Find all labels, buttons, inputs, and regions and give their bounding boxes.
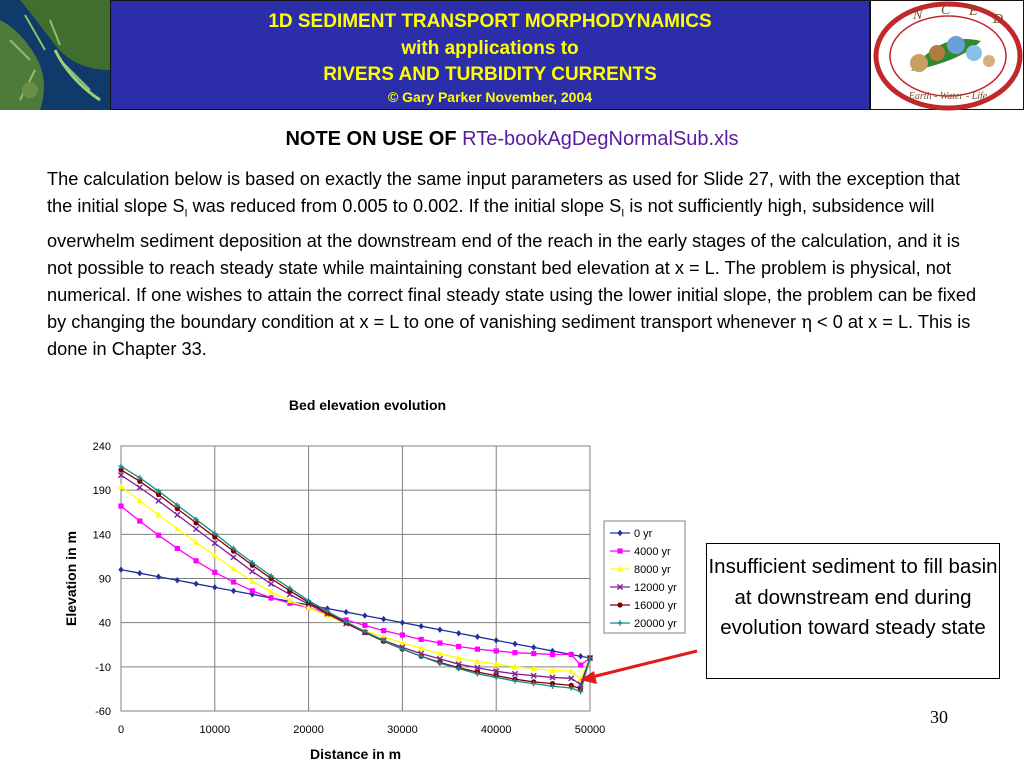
data-point — [212, 570, 217, 575]
data-point — [437, 627, 442, 633]
data-point — [156, 498, 161, 503]
data-point — [475, 634, 480, 640]
data-point — [550, 652, 555, 657]
series-line — [121, 570, 590, 658]
data-point — [137, 518, 142, 523]
para-sub-2: I — [621, 207, 625, 220]
data-point — [193, 526, 198, 531]
data-point — [231, 588, 236, 594]
data-point — [118, 503, 123, 508]
para-part-1: The calculation below is based on exactly the same input parameters as used for Slide 27, with the exception that the initial slope S — [47, 169, 960, 216]
y-tick-label: 240 — [92, 441, 111, 453]
series-line — [121, 506, 590, 665]
data-point — [118, 566, 123, 572]
data-point — [494, 648, 499, 653]
legend-marker — [617, 602, 622, 607]
y-tick-label: -60 — [95, 706, 111, 718]
data-point — [578, 662, 583, 667]
series-line — [121, 470, 590, 689]
logo-letter-n: N — [913, 8, 923, 23]
logo-letter-d: D — [993, 12, 1004, 27]
data-point — [512, 650, 517, 655]
data-point — [175, 512, 180, 517]
legend-label: 12000 yr — [634, 582, 677, 594]
x-tick-label: 20000 — [293, 724, 324, 736]
data-point — [400, 619, 405, 625]
data-point — [400, 632, 405, 637]
x-tick-label: 30000 — [387, 724, 418, 736]
data-point — [362, 612, 367, 618]
data-point — [250, 569, 255, 574]
slide-number: 30 — [930, 707, 948, 727]
data-point — [381, 628, 386, 633]
note-title-label: NOTE ON USE OF — [285, 128, 457, 150]
data-point — [531, 644, 536, 650]
header-copyright: © Gary Parker November, 2004 — [387, 89, 593, 105]
note-title-filename: RTe-bookAgDegNormalSub.xls — [462, 128, 739, 150]
legend-label: 0 yr — [634, 528, 653, 540]
data-point — [419, 623, 424, 629]
para-sub-1: I — [184, 207, 188, 220]
data-point — [137, 485, 142, 490]
legend-label: 20000 yr — [634, 618, 677, 630]
legend-label: 16000 yr — [634, 600, 677, 612]
y-tick-label: -10 — [95, 661, 111, 674]
header-line-1: 1D SEDIMENT TRANSPORT MORPHODYNAMICS — [268, 11, 712, 32]
x-tick-label: 0 — [117, 724, 125, 736]
legend-marker — [617, 548, 622, 553]
data-point — [362, 623, 367, 628]
logo-motto: Earth - Water - Life — [908, 91, 988, 102]
data-point — [569, 652, 574, 657]
series-4000-yr — [118, 503, 592, 667]
data-point — [494, 637, 499, 643]
data-point — [344, 609, 349, 615]
y-tick-label: 190 — [92, 485, 111, 498]
data-point — [193, 581, 198, 587]
callout-arrow — [592, 651, 697, 677]
para-part-3: is not sufficiently high, subsidence will overwhelm sediment deposition at the downstream end of the reach in the early stages of the calculation, and it is not possible to reach steady state while maintaining constant bed elevation at x = L. The problem is physical, not numerical. If one wishes to attain the correct final steady state using the lower initial slope, the problem can be fixed by changing the boundary condition at x = L to one of vanishing sediment transport whenever — [47, 196, 977, 332]
data-point — [137, 570, 142, 576]
data-point — [287, 597, 293, 603]
data-point — [578, 653, 583, 659]
data-point — [268, 581, 273, 586]
data-point — [475, 647, 480, 652]
data-point — [381, 616, 386, 622]
data-point — [512, 641, 517, 647]
x-tick-label: 10000 — [199, 724, 231, 736]
x-tick-label: 40000 — [480, 724, 512, 736]
chart-ticks — [93, 441, 606, 736]
data-point — [231, 555, 236, 560]
data-point — [175, 546, 180, 551]
y-tick-label: 90 — [98, 573, 111, 586]
y-axis-label: Elevation in m — [63, 531, 79, 626]
logo-letter-c: C — [941, 3, 951, 18]
data-point — [419, 637, 424, 642]
logo-letter-e: E — [969, 4, 978, 19]
data-point — [193, 558, 198, 563]
data-point — [456, 644, 461, 649]
para-part-2: was reduced from 0.005 to 0.002. If the initial slope S — [187, 196, 622, 216]
data-point — [231, 579, 236, 584]
y-tick-label: 40 — [98, 617, 111, 630]
data-point — [156, 533, 161, 538]
callout-box: Insufficient sediment to fill basin at downstream end during evolution toward steady state — [706, 543, 1000, 679]
data-point — [212, 584, 217, 590]
para-part-4: < 0 at x = L. This is done in Chapter 33. — [47, 311, 971, 359]
chart-legend — [604, 521, 685, 633]
data-point — [437, 640, 442, 645]
series-12000-yr — [118, 473, 592, 688]
x-axis-label: Distance in m — [309, 746, 402, 762]
data-point — [268, 595, 273, 600]
chart-grid — [121, 446, 590, 711]
y-tick-label: 140 — [92, 529, 111, 542]
legend-label: 8000 yr — [634, 564, 671, 576]
chart-title: Bed elevation evolution — [288, 397, 447, 413]
data-point — [268, 589, 274, 595]
x-tick-label: 50000 — [574, 724, 606, 736]
series-16000-yr — [118, 467, 592, 691]
legend-label: 4000 yr — [634, 546, 671, 558]
data-point — [456, 630, 461, 636]
series-0-yr — [118, 566, 592, 661]
data-point — [118, 484, 124, 490]
header-line-2: with applications to — [401, 38, 579, 59]
header-line-3: RIVERS AND TURBIDITY CURRENTS — [323, 64, 657, 85]
data-point — [531, 651, 536, 656]
para-eta-symbol: η — [801, 311, 812, 333]
data-point — [250, 588, 255, 593]
